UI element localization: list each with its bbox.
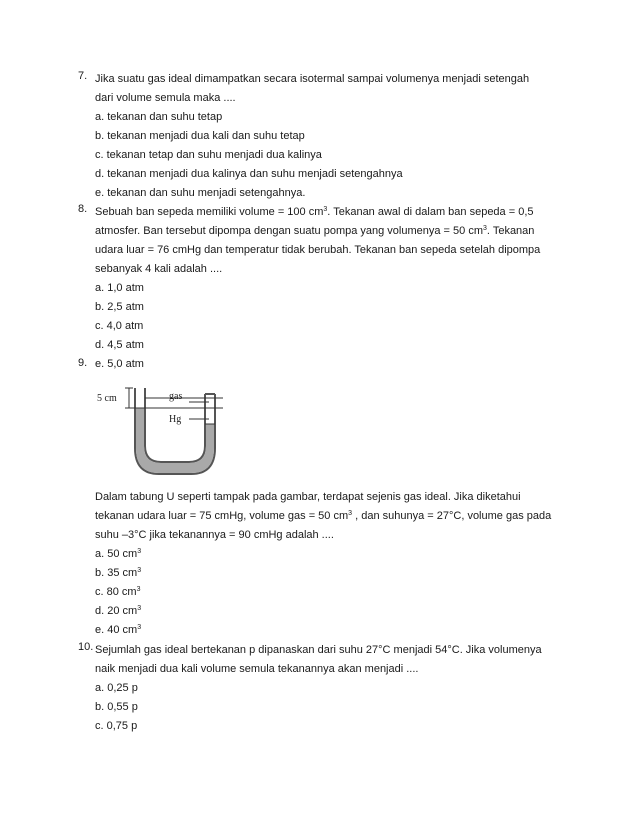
label-gas: gas — [169, 391, 183, 402]
option-text: a. 50 cm — [95, 548, 138, 560]
question-text — [95, 203, 598, 222]
option-text: c. 80 cm — [95, 586, 137, 598]
text-segment: , dan suhunya = 27°C, volume gas pada — [352, 510, 552, 522]
question-text — [95, 507, 598, 526]
option-b: b. 0,55 p — [95, 701, 138, 713]
question-number: 7. — [78, 70, 88, 82]
label-5cm: 5 cm — [97, 393, 117, 404]
option-text: b. 35 cm — [95, 567, 138, 579]
superscript: 3 — [323, 206, 328, 213]
option-a — [95, 545, 598, 564]
option-d: d. tekanan menjadi dua kalinya dan suhu menjadi setengahnya — [95, 168, 403, 180]
option-c: c. tekanan tetap dan suhu menjadi dua kalinya — [95, 149, 322, 161]
superscript: 3 — [137, 567, 142, 574]
question-text: Jika suatu gas ideal dimampatkan secara isotermal sampai volumenya menjadi setengah — [95, 73, 530, 85]
option-b — [95, 564, 598, 583]
superscript: 3 — [137, 605, 142, 612]
superscript: 3 — [483, 225, 487, 232]
question-text: Sejumlah gas ideal bertekanan p dipanaskan dari suhu 27°C menjadi 54°C. Jika volumenya — [95, 644, 542, 656]
text-segment: Sebuah ban sepeda memiliki volume = 100 cm — [95, 206, 324, 218]
question-text: Dalam tabung U seperti tampak pada gambar, terdapat sejenis gas ideal. Jika diketahui — [95, 491, 521, 503]
question-number: 10. — [78, 641, 94, 653]
question-8 — [78, 203, 598, 374]
text-segment: tekanan udara luar = 75 cmHg, volume gas = 50 cm — [95, 510, 349, 522]
question-text: sebanyak 4 kali adalah .... — [95, 263, 223, 275]
question-number: 9. — [78, 357, 88, 369]
option-e — [95, 621, 598, 640]
option-c — [95, 583, 598, 602]
option-c: c. 0,75 p — [95, 720, 138, 732]
question-text: naik menjadi dua kali volume semula tekanannya akan menjadi .... — [95, 663, 419, 675]
question-text: suhu –3°C jika tekanannya = 90 cmHg adalah .... — [95, 529, 334, 541]
text-segment: . Tekanan — [486, 225, 535, 237]
superscript: 3 — [137, 624, 142, 631]
option-b: b. tekanan menjadi dua kali dan suhu tetap — [95, 130, 305, 142]
option-c: c. 4,0 atm — [95, 320, 144, 332]
superscript: 3 — [136, 586, 141, 593]
option-text: e. 40 cm — [95, 624, 138, 636]
question-7 — [78, 70, 598, 203]
text-segment: atmosfer. Ban tersebut dipompa dengan suatu pompa yang volumenya = 50 cm — [95, 225, 483, 237]
u-tube-diagram — [93, 386, 228, 479]
option-a: a. 0,25 p — [95, 682, 138, 694]
superscript: 3 — [137, 548, 142, 555]
question-text — [95, 222, 598, 241]
option-d — [95, 602, 598, 621]
option-a: a. 1,0 atm — [95, 282, 144, 294]
label-hg: Hg — [169, 414, 182, 425]
option-a: a. tekanan dan suhu tetap — [95, 111, 223, 123]
option-e: e. tekanan dan suhu menjadi setengahnya. — [95, 187, 306, 199]
text-segment: . Tekanan awal di dalam ban sepeda = 0,5 — [327, 206, 534, 218]
option-text: d. 20 cm — [95, 605, 138, 617]
question-number: 8. — [78, 203, 88, 215]
question-text: udara luar = 76 cmHg dan temperatur tidak berubah. Tekanan ban sepeda setelah dipompa — [95, 244, 541, 256]
option-e: e. 5,0 atm — [95, 358, 144, 370]
superscript: 3 — [348, 510, 353, 517]
question-text: dari volume semula maka .... — [95, 92, 236, 104]
question-9-body — [78, 488, 598, 640]
question-10 — [78, 641, 598, 736]
option-d: d. 4,5 atm — [95, 339, 144, 351]
u-tube-figure — [93, 386, 228, 479]
option-b: b. 2,5 atm — [95, 301, 144, 313]
